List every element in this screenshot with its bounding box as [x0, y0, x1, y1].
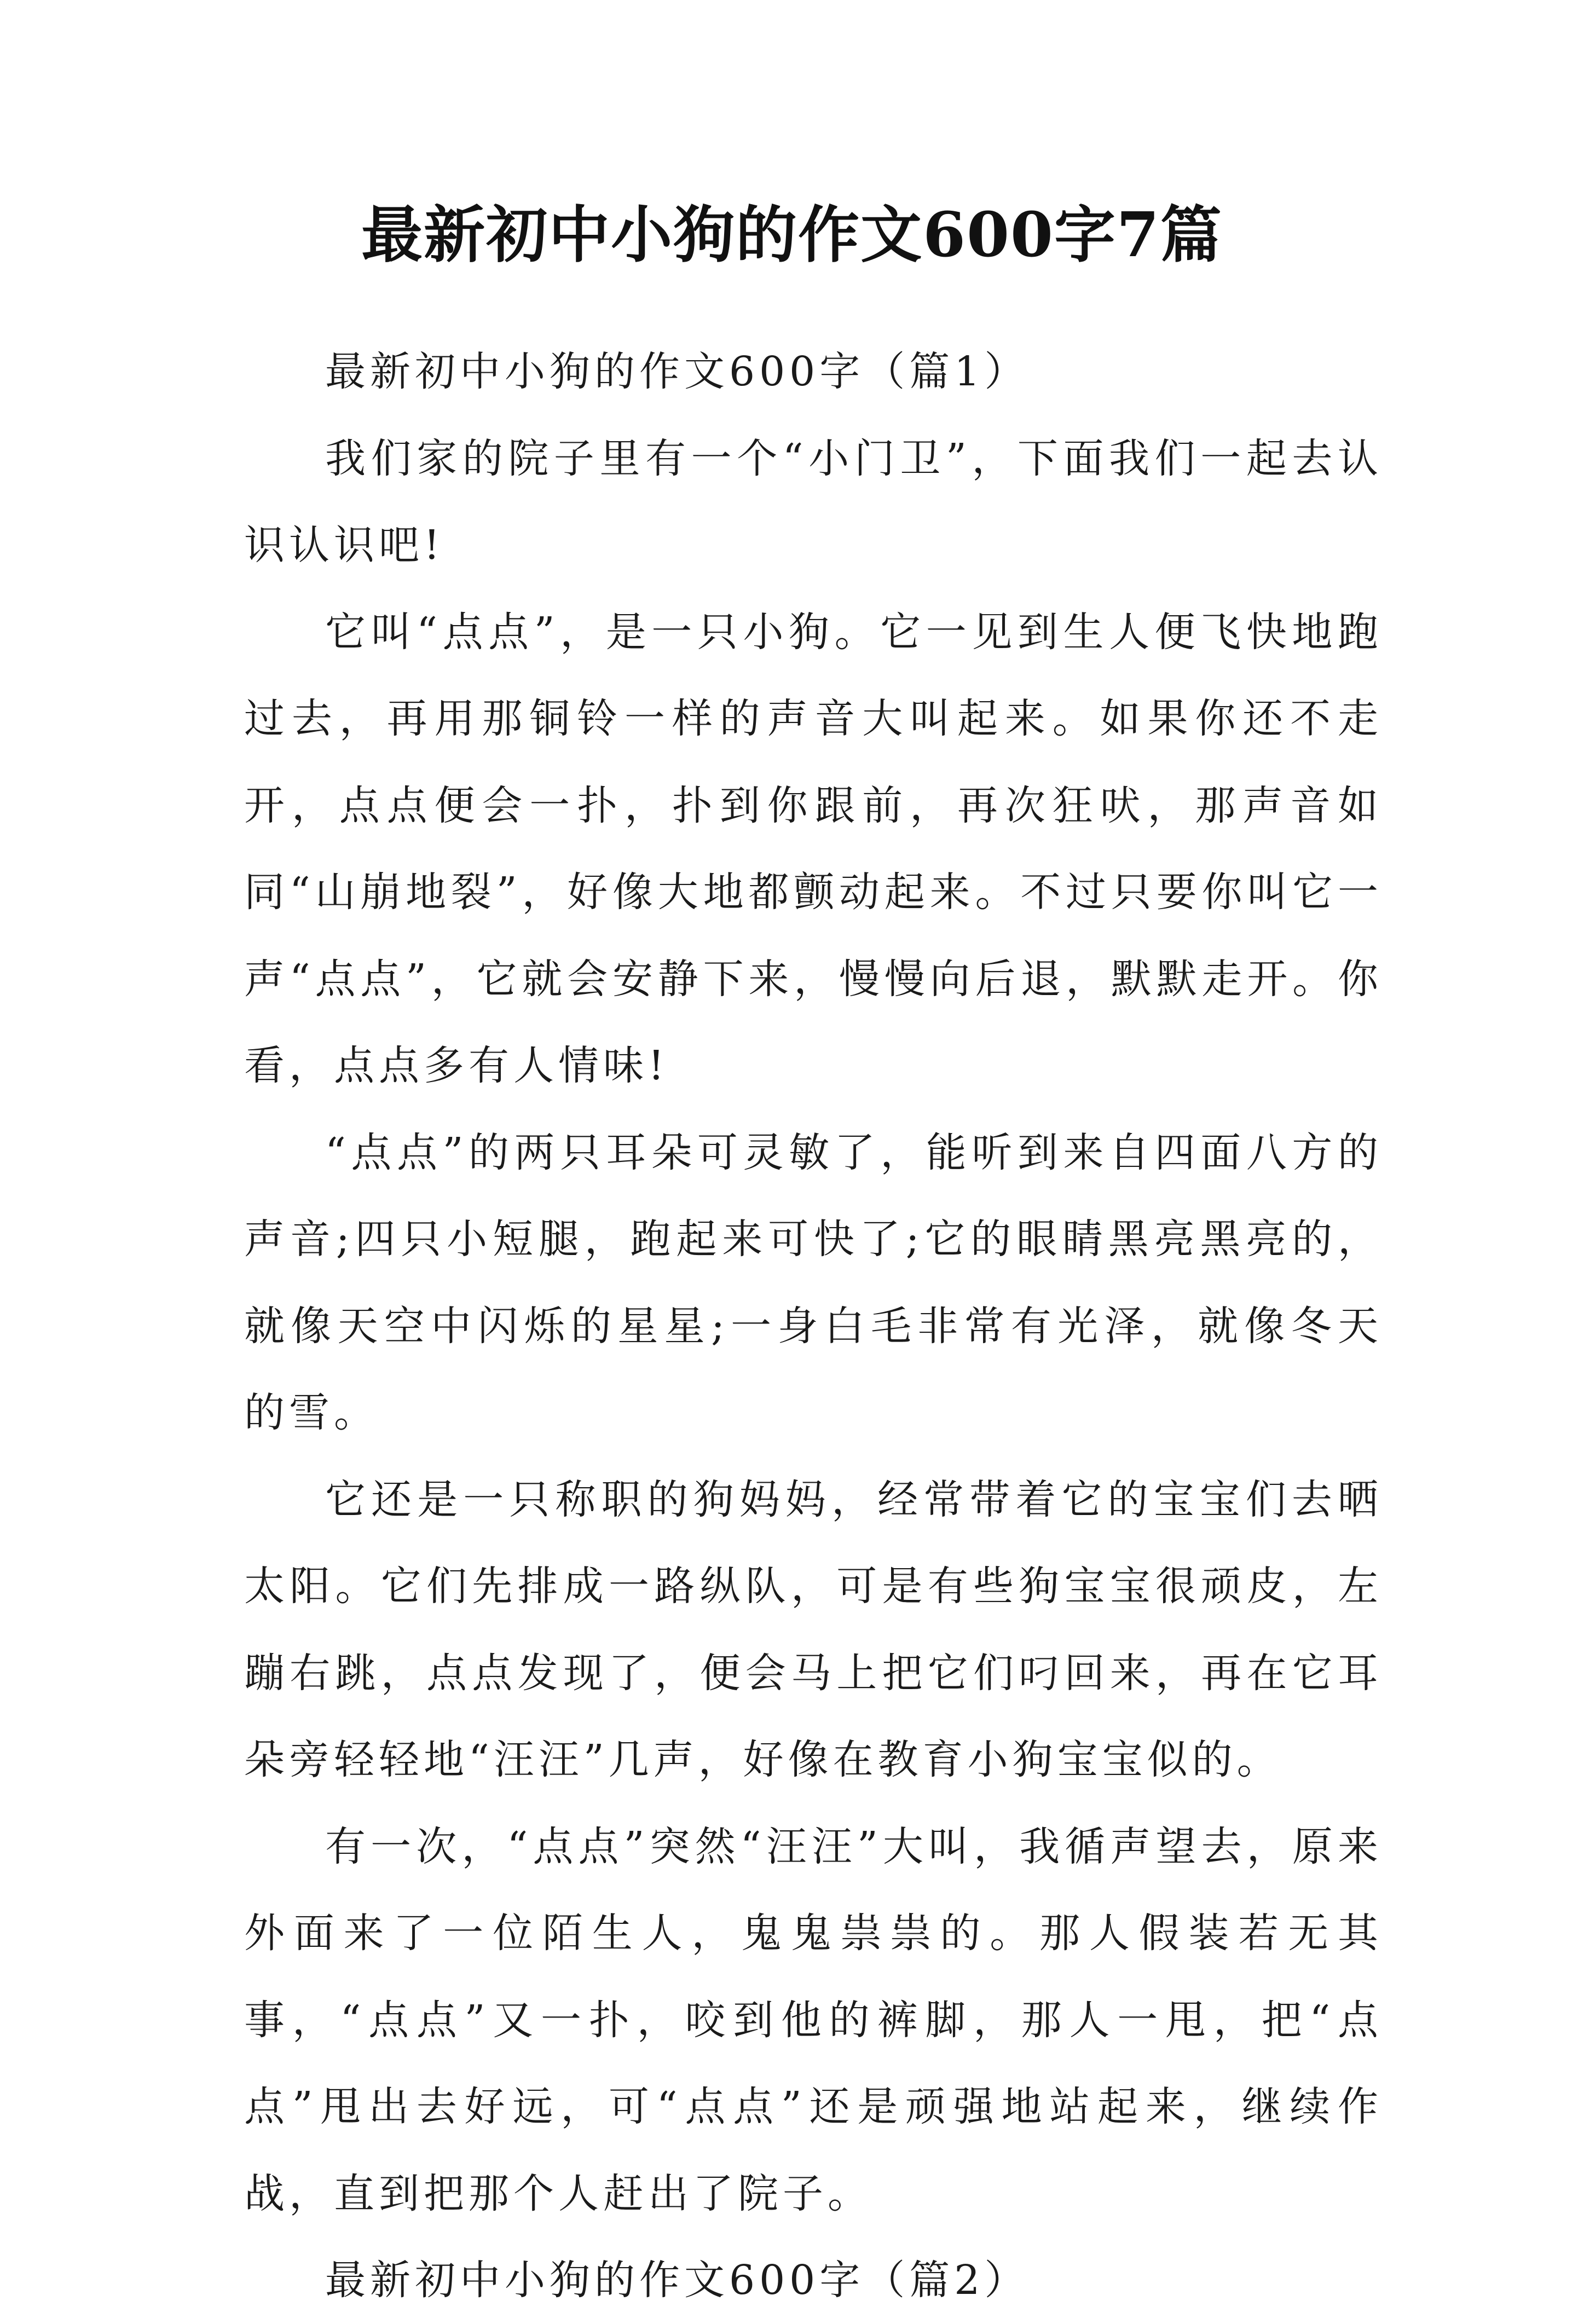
paragraph-4: 它还是一只称职的狗妈妈，经常带着它的宝宝们去晒太阳。它们先排成一路纵队，可是有些狗宝宝很顽皮，左蹦右跳，点点发现了，便会马上把它们叼回来，再在它耳朵旁轻轻地“汪汪”几声，好像在教育小狗宝宝似的。 — [244, 1476, 1383, 1783]
paragraph-3: “点点”的两只耳朵可灵敏了，能听到来自四面八方的声音;四只小短腿，跑起来可快了;它的眼睛黑亮黑亮的，就像天空中闪烁的星星;一身白毛非常有光泽，就像冬天的雪。 — [244, 1129, 1383, 1436]
paragraph-2: 它叫“点点”，是一只小狗。它一见到生人便飞快地跑过去，再用那铜铃一样的声音大叫起来。如果你还不走开，点点便会一扑，扑到你跟前，再次狂吠，那声音如同“山崩地裂”，好像大地都颤动起来。不过只要你叫它一声“点点”，它就会安静下来，慢慢向后退，默默走开。你看，点点多有人情味! — [244, 608, 1383, 1089]
document-title: 最新初中小狗的作文600字7篇 — [361, 199, 1223, 271]
section-heading-1: 最新初中小狗的作文600字（篇1） — [325, 348, 1030, 395]
paragraph-5: 有一次，“点点”突然“汪汪”大叫，我循声望去，原来外面来了一位陌生人，鬼鬼祟祟的。那人假装若无其事，“点点”又一扑，咬到他的裤脚，那人一甩，把“点点”甩出去好远，可“点点”还是顽强地站起来，继续作战，直到把那个人赶出了院子。 — [244, 1823, 1383, 2217]
section-heading-2: 最新初中小狗的作文600字（篇2） — [325, 2257, 1030, 2304]
document-body — [244, 328, 1383, 2324]
paragraph-1: 我们家的院子里有一个“小门卫”，下面我们一起去认识认识吧! — [244, 435, 1383, 569]
